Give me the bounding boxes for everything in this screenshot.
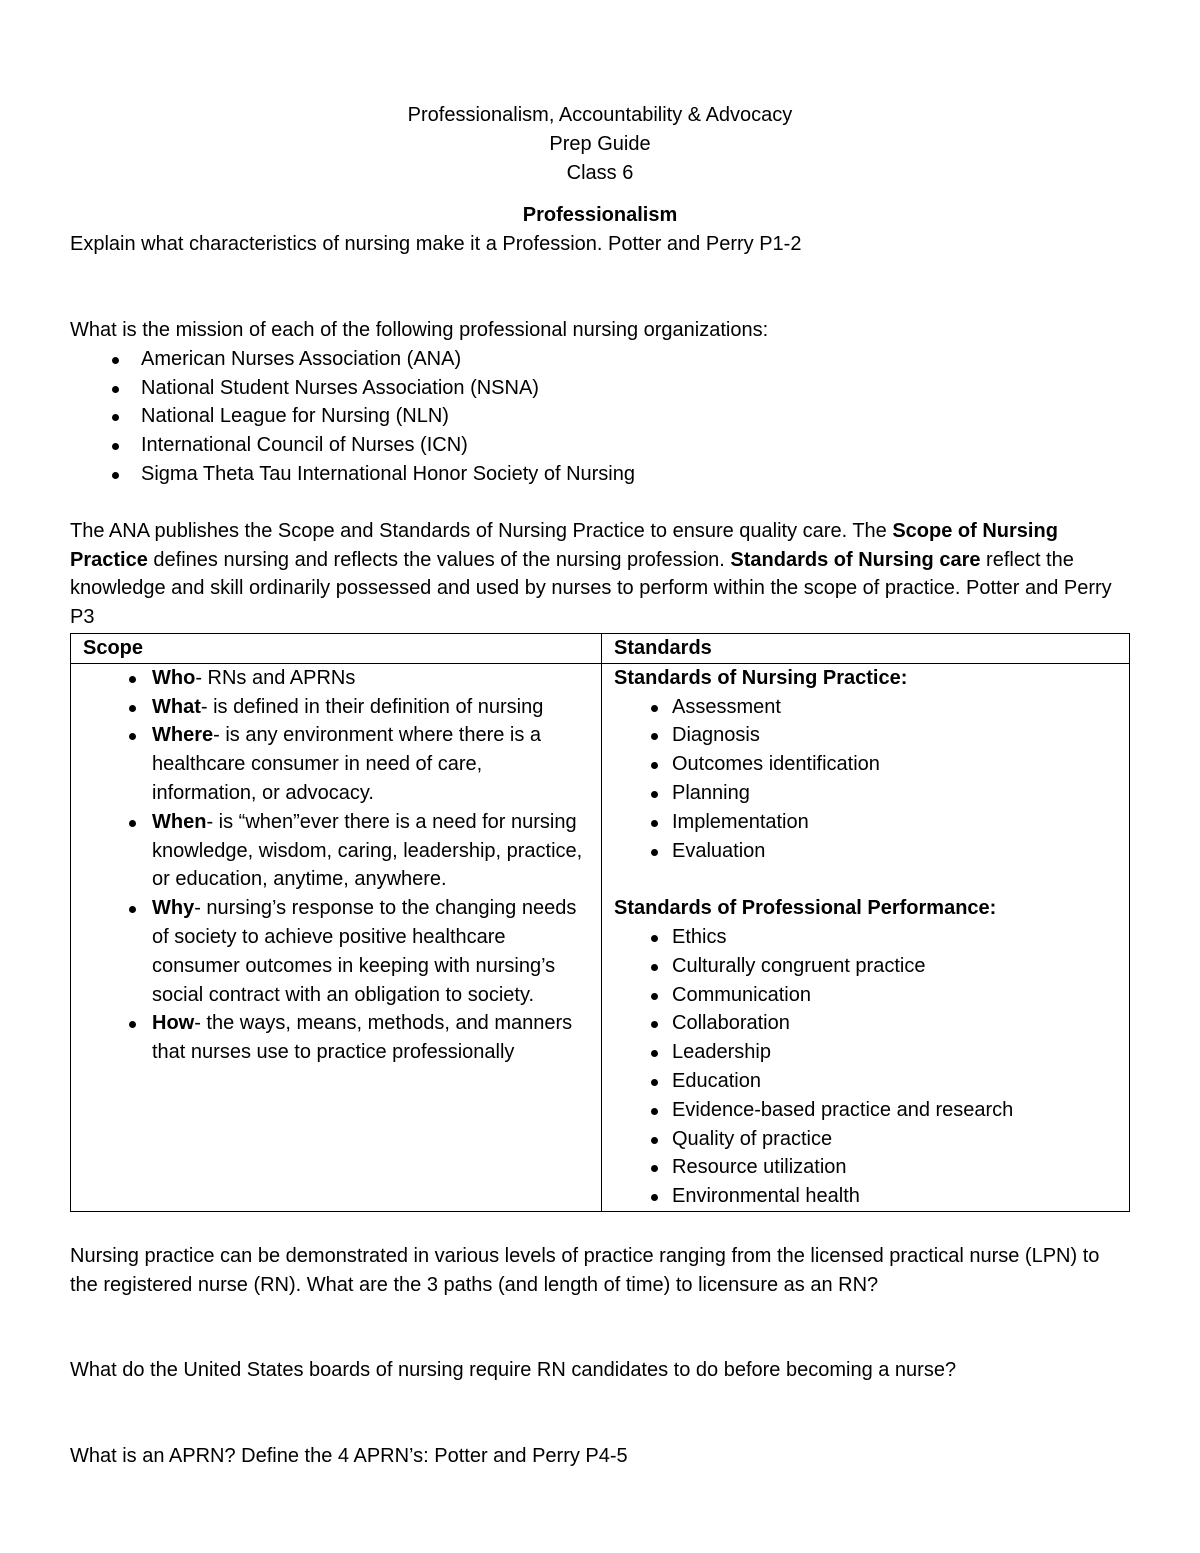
scope-cell — [71, 663, 602, 1211]
list-item: Leadership — [614, 1038, 1129, 1067]
ana-paragraph: The ANA publishes the Scope and Standards of Nursing Practice to ensure quality care. The Scope of Nursing Practice defines nursing and reflects the values of the nursing profession. Standards of Nursing care reflect the knowledge and skill ordinarily possessed and used by nurses to perform within the scope of practice. Potter and Perry P3 — [70, 519, 1112, 629]
list-item: Sigma Theta Tau International Honor Society of Nursing — [70, 460, 1130, 489]
list-item: Quality of practice — [614, 1125, 1129, 1154]
list-item: Ethics — [614, 923, 1129, 952]
document-page — [70, 101, 1130, 1471]
table-header-scope: Scope — [71, 633, 602, 663]
list-item: Education — [614, 1067, 1129, 1096]
list-item: Environmental health — [614, 1182, 1129, 1211]
list-item: What- is defined in their definition of nursing — [83, 693, 601, 722]
performance-heading: Standards of Professional Performance: — [614, 897, 997, 920]
section-heading: Professionalism — [522, 204, 678, 227]
list-item: National League for Nursing (NLN) — [70, 402, 1130, 431]
list-item: Culturally congruent practice — [614, 952, 1129, 981]
question-organizations: What is the mission of each of the following professional nursing organizations: — [70, 318, 769, 341]
list-item: Who- RNs and APRNs — [83, 664, 601, 693]
list-item: How- the ways, means, methods, and manners that nurses use to practice professionally — [83, 1009, 601, 1067]
table-header-standards: Standards — [602, 633, 1130, 663]
practice-list — [614, 693, 1129, 866]
question-profession: Explain what characteristics of nursing make it a Profession. Potter and Perry P1-2 — [70, 233, 802, 256]
list-item: Assessment — [614, 693, 1129, 722]
list-item: Diagnosis — [614, 721, 1129, 750]
question-aprn: What is an APRN? Define the 4 APRN’s: Potter and Perry P4-5 — [70, 1445, 628, 1468]
list-item: Why- nursing’s response to the changing needs of society to achieve positive healthcare consumer outcomes in keeping with nursing’s social contract with an obligation to society. — [83, 894, 601, 1009]
question-boards: What do the United States boards of nursing require RN candidates to do before becoming a nurse? — [70, 1359, 957, 1382]
standards-cell — [602, 663, 1130, 1211]
list-item: Communication — [614, 981, 1129, 1010]
organizations-list — [70, 345, 1130, 489]
list-item: Collaboration — [614, 1009, 1129, 1038]
doc-subtitle: Prep Guide — [549, 132, 651, 155]
scope-list — [83, 664, 601, 1067]
list-item: Where- is any environment where there is a healthcare consumer in need of care, information, or advocacy. — [83, 721, 601, 807]
doc-title: Professionalism, Accountability & Advocacy — [407, 104, 793, 126]
performance-list — [614, 923, 1129, 1211]
list-item: Planning — [614, 779, 1129, 808]
list-item: National Student Nurses Association (NSNA) — [70, 374, 1130, 403]
list-item: When- is “when”ever there is a need for nursing knowledge, wisdom, caring, leadership, practice, or education, anytime, anywhere. — [83, 808, 601, 894]
list-item: Resource utilization — [614, 1153, 1129, 1182]
list-item: American Nurses Association (ANA) — [70, 345, 1130, 374]
practice-heading: Standards of Nursing Practice: — [614, 666, 908, 689]
question-licensure: Nursing practice can be demonstrated in various levels of practice ranging from the licensed practical nurse (LPN) to the registered nurse (RN). What are the 3 paths (and length of time) to licensure as an RN? — [70, 1244, 1100, 1296]
scope-standards-table — [70, 633, 1130, 1212]
list-item: Implementation — [614, 808, 1129, 837]
list-item: Evaluation — [614, 837, 1129, 866]
list-item: Evidence-based practice and research — [614, 1096, 1129, 1125]
list-item: Outcomes identification — [614, 750, 1129, 779]
doc-class-label: Class 6 — [566, 161, 634, 184]
list-item: International Council of Nurses (ICN) — [70, 431, 1130, 460]
